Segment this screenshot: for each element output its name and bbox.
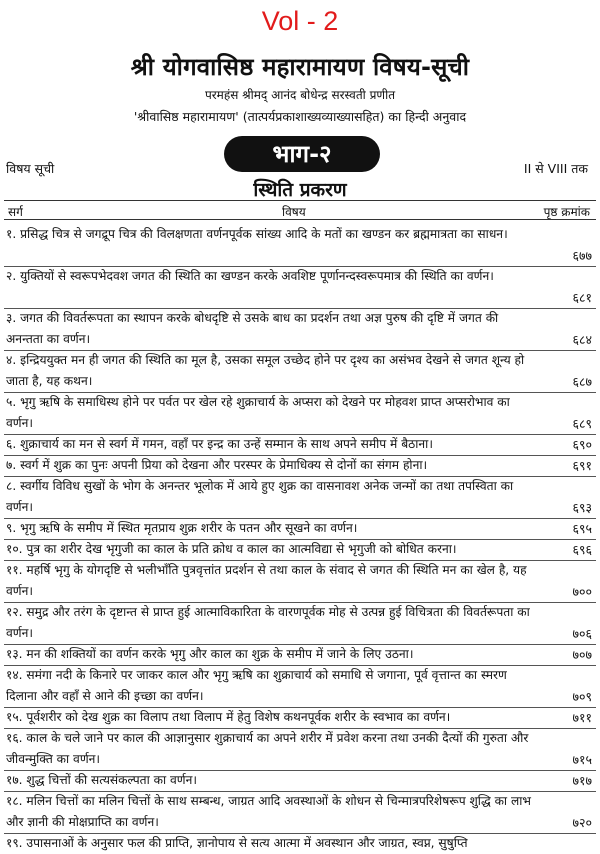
toc-entry [6,350,594,392]
toc-entry-text: ८. स्वर्गीय विविध सुखों के भोग के अनन्तर भूलोक में आये हुए शुक्र का वासनावश अनेक जन्मों का तथा तपस्विता का वर्णन। [6,479,514,514]
column-header-sarg: सर्ग [8,205,23,219]
toc-entry-text: ६. शुक्राचार्य का मन से स्वर्ग में गमन, वहाँ पर इन्द्र का उन्हें सम्मान के साथ अपने समीप में बैठाना। [6,437,433,451]
toc-entry [6,476,594,518]
toc-entry [6,833,594,854]
toc-entry [6,791,594,833]
toc-entry [6,266,594,308]
column-header-vishay: विषय [282,205,306,219]
toc-entry-page: ६८७ [572,374,592,389]
toc-entry-page: ७०७ [572,647,592,662]
toc-entry-text: १८. मलिन चित्तों का मलिन चित्तों के साथ सम्बन्ध, जाग्रत आदि अवस्थाओं के शोधन से चिन्मात्रपरिशेषरूप शुद्धि का लाभ और ज्ञानी की मोक्षप्राप्ति का वर्णन। [6,794,531,829]
toc-entry [6,392,594,434]
range-label: II से VIII तक [523,161,588,176]
toc-entry-page: ६९१ [572,458,592,473]
toc-entry-text: १३. मन की शक्तियों का वर्णन करके भृगु और काल का शुक्र के समीप में जाने के लिए उठना। [6,647,414,661]
vol-label: Vol - 2 [261,6,339,36]
toc-entry-page: ७२० [572,815,592,830]
section-title: स्थिति प्रकरण [253,179,347,201]
toc-entry-page: ६९० [572,437,592,452]
document-title: श्री योगवासिष्ठ महारामायण विषय-सूची [130,53,470,81]
toc-entry-text: ५. भृगु ऋषि के समाधिस्थ होने पर पर्वत पर खेल रहे शुक्राचार्य के अप्सरा को देखने पर मोहवश प्राप्त अप्सरोभाव का वर्णन। [6,395,510,430]
toc-entry [6,308,594,350]
toc-entry-text: २. युक्तियों से स्वरूपभेदवश जगत की स्थिति का खण्डन करके अवशिष्ट पूर्णानन्दस्वरूपमात्र की स्थिति का वर्णन। [6,269,494,283]
toc-entry [6,539,594,560]
toc-entry-text: ११. महर्षि भृगु के योगदृष्टि से भलीभाँति पुत्रवृत्तांत प्रदर्शन से तथा काल के संवाद से जगत की स्थिति मन का खेल है, यह वर्णन। [6,563,527,598]
toc-entry [6,707,594,728]
toc-entry-page: ६९५ [572,521,592,536]
top-rule [4,200,596,201]
toc-entry [6,602,594,644]
toc-entry [6,665,594,707]
toc-entry-text: १०. पुत्र का शरीर देख भृगुजी का काल के प्रति क्रोध व काल का आत्मविद्या से भृगुजी को बोधित करना। [6,542,457,556]
toc-entry-text: १६. काल के चले जाने पर काल की आज्ञानुसार शुक्राचार्य का अपने शरीर में प्रवेश करना तथा उनकी दैत्यों की गुरुता और जीवन्मुक्ति का वर्णन। [6,731,529,766]
column-header-page: पृष्ठ क्रमांक [543,205,590,219]
toc-entry-page: ६८४ [572,332,592,347]
author-line: परमहंस श्रीमद् आनंद बोधेन्द्र सरस्वती प्रणीत [204,88,396,102]
toc-entry-page: ७०९ [572,689,592,704]
toc-entry-text: ३. जगत की विवर्तरूपता का स्थापन करके बोधदृष्टि से उसके बाध का प्रदर्शन तथा अज्ञ पुरुष की दृष्टि में जगत की अनन्तता का वर्णन। [6,311,499,346]
toc-entry [6,560,594,602]
toc-entry [6,728,594,770]
toc-entry [6,644,594,665]
toc-entry-text: १९. उपासनाओं के अनुसार फल की प्राप्ति, ज्ञानोपाय से सत्य आत्मा में अवस्थान और जाग्रत, स्वप्न, सुषुप्ति [6,836,468,850]
toc-entry-text: १. प्रसिद्ध चित्र से जगद्रूप चित्र की विलक्षणता वर्णनपूर्वक सांख्य आदि के मतों का खण्डन कर ब्रह्ममात्रता का साधन। [6,227,508,241]
toc-entry-page: ७११ [572,710,592,725]
toc-entry-text: ४. इन्द्रिययुक्त मन ही जगत की स्थिति का मूल है, उसका समूल उच्छेद होने पर दृश्य का असंभव देखने से जगत शून्य हो जाता है, यह कथन। [6,353,525,388]
toc-entry-page: ६९६ [572,542,592,557]
toc-entry [6,455,594,476]
toc-entry-page: ७०६ [572,626,592,641]
toc-entry-page: ६७७ [572,248,592,263]
toc-entry-page: ७१७ [572,773,592,788]
toc-entry-page: ७१५ [572,752,592,767]
toc-entry-text: १७. शुद्ध चित्तों की सत्यसंकल्पता का वर्णन। [6,773,197,787]
translation-line: 'श्रीवासिष्ठ महारामायण' (तात्पर्यप्रकाशाख्यव्याख्यासहित) का हिन्दी अनुवाद [133,109,467,124]
toc-entry-page: ६८१ [572,290,592,305]
toc-entry-page: ६९३ [572,500,592,515]
part-badge: भाग-२ [224,136,380,172]
toc-label: विषय सूची [6,161,55,176]
toc-entry-text: १५. पूर्वशरीर को देख शुक्र का विलाप तथा विलाप में हेतु विशेष कथनपूर्वक शरीर के स्वभाव का वर्णन। [6,710,451,724]
toc-entry [6,770,594,791]
toc-entry-text: ९. भृगु ऋषि के समीप में स्थित मृतप्राय शुक्र शरीर के पतन और सूखने का वर्णन। [6,521,358,535]
toc-entry [6,224,594,266]
toc-entry-text: १४. समंगा नदी के किनारे पर जाकर काल और भृगु ऋषि का शुक्राचार्य को समाधि से जगाना, पूर्व वृत्तान्त का स्मरण दिलाना और वहाँ से आने की इच्छा का वर्णन। [6,668,507,703]
toc-entry-text: १२. समुद्र और तरंग के दृष्टान्त से प्राप्त हुई आत्माविकारिता के वारणपूर्वक मोह से उत्पन्न हुई विचित्रता की विवर्तरूपता का वर्णन। [6,605,530,640]
toc-entry [6,434,594,455]
header-rule [4,219,596,220]
toc-entry-text: ७. स्वर्ग में शुक्र का पुनः अपनी प्रिया को देखना और परस्पर के प्रेमाधिक्य से दोनों का संगम होना। [6,458,428,472]
toc-entry-page: ६८९ [572,416,592,431]
toc-entry [6,518,594,539]
toc-entry-page: ७०० [572,584,592,599]
